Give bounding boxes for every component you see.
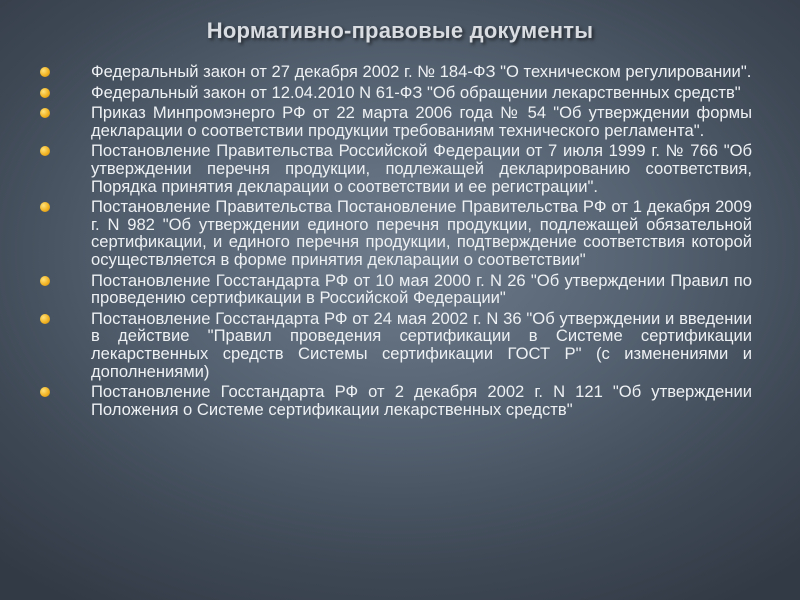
- list-item: [40, 84, 752, 102]
- bullet-icon: [40, 276, 50, 286]
- bullet-icon: [40, 314, 50, 324]
- list-item-text: Постановление Правительства Постановление Правительства РФ от 1 декабря 2009 г. N 982 "Об утверждении единого перечня продукции, подлежащей обязательной сертификации, и единого перечня продукции, подтверждение соответствия которой осуществляется в форме принятия декларации о соответствии": [91, 197, 752, 269]
- list-item: [40, 63, 752, 81]
- list-item-text: Федеральный закон от 27 декабря 2002 г. № 184-ФЗ "О техническом регулировании".: [91, 62, 752, 81]
- list-item-text: Постановление Госстандарта РФ от 2 декабря 2002 г. N 121 "Об утверждении Положения о Системе сертификации лекарственных средств": [91, 382, 752, 419]
- bullet-icon: [40, 67, 50, 77]
- list-item-text: Постановление Госстандарта РФ от 24 мая 2002 г. N 36 "Об утверждении и введении в действие "Правил проведения сертификации в Системе сертификации лекарственных средств Системы сертификации ГОСТ Р" (с изменениями и дополнениями): [91, 308, 752, 381]
- list-item: [40, 383, 752, 418]
- slide-title: Нормативно-правовые документы: [206, 18, 594, 43]
- list-item-text: Федеральный закон от 12.04.2010 N 61-ФЗ "Об обращении лекарственных средств": [91, 82, 741, 102]
- bullet-icon: [40, 146, 50, 156]
- list-item: [40, 272, 752, 307]
- bullet-icon: [40, 88, 50, 98]
- list-item: [40, 198, 752, 268]
- document-list: [40, 63, 752, 421]
- bullet-icon: [40, 387, 50, 397]
- list-item-text: Приказ Минпромэнерго РФ от 22 марта 2006 года № 54 "Об утверждении формы декларации о соответствии продукции требованиям технического регламента".: [91, 103, 752, 140]
- list-item-text: Постановление Правительства Российской Федерации от 7 июля 1999 г. № 766 "Об утверждении перечня продукции, подлежащей декларированию соответствия, Порядка принятия декларации о соответствии и ее регистрации".: [91, 141, 752, 196]
- list-item: [40, 104, 752, 139]
- list-item: [40, 310, 752, 380]
- bullet-icon: [40, 108, 50, 118]
- list-item-text: Постановление Госстандарта РФ от 10 мая 2000 г. N 26 "Об утверждении Правил по проведению сертификации в Российской Федерации": [91, 270, 752, 308]
- list-item: [40, 142, 752, 195]
- bullet-icon: [40, 202, 50, 212]
